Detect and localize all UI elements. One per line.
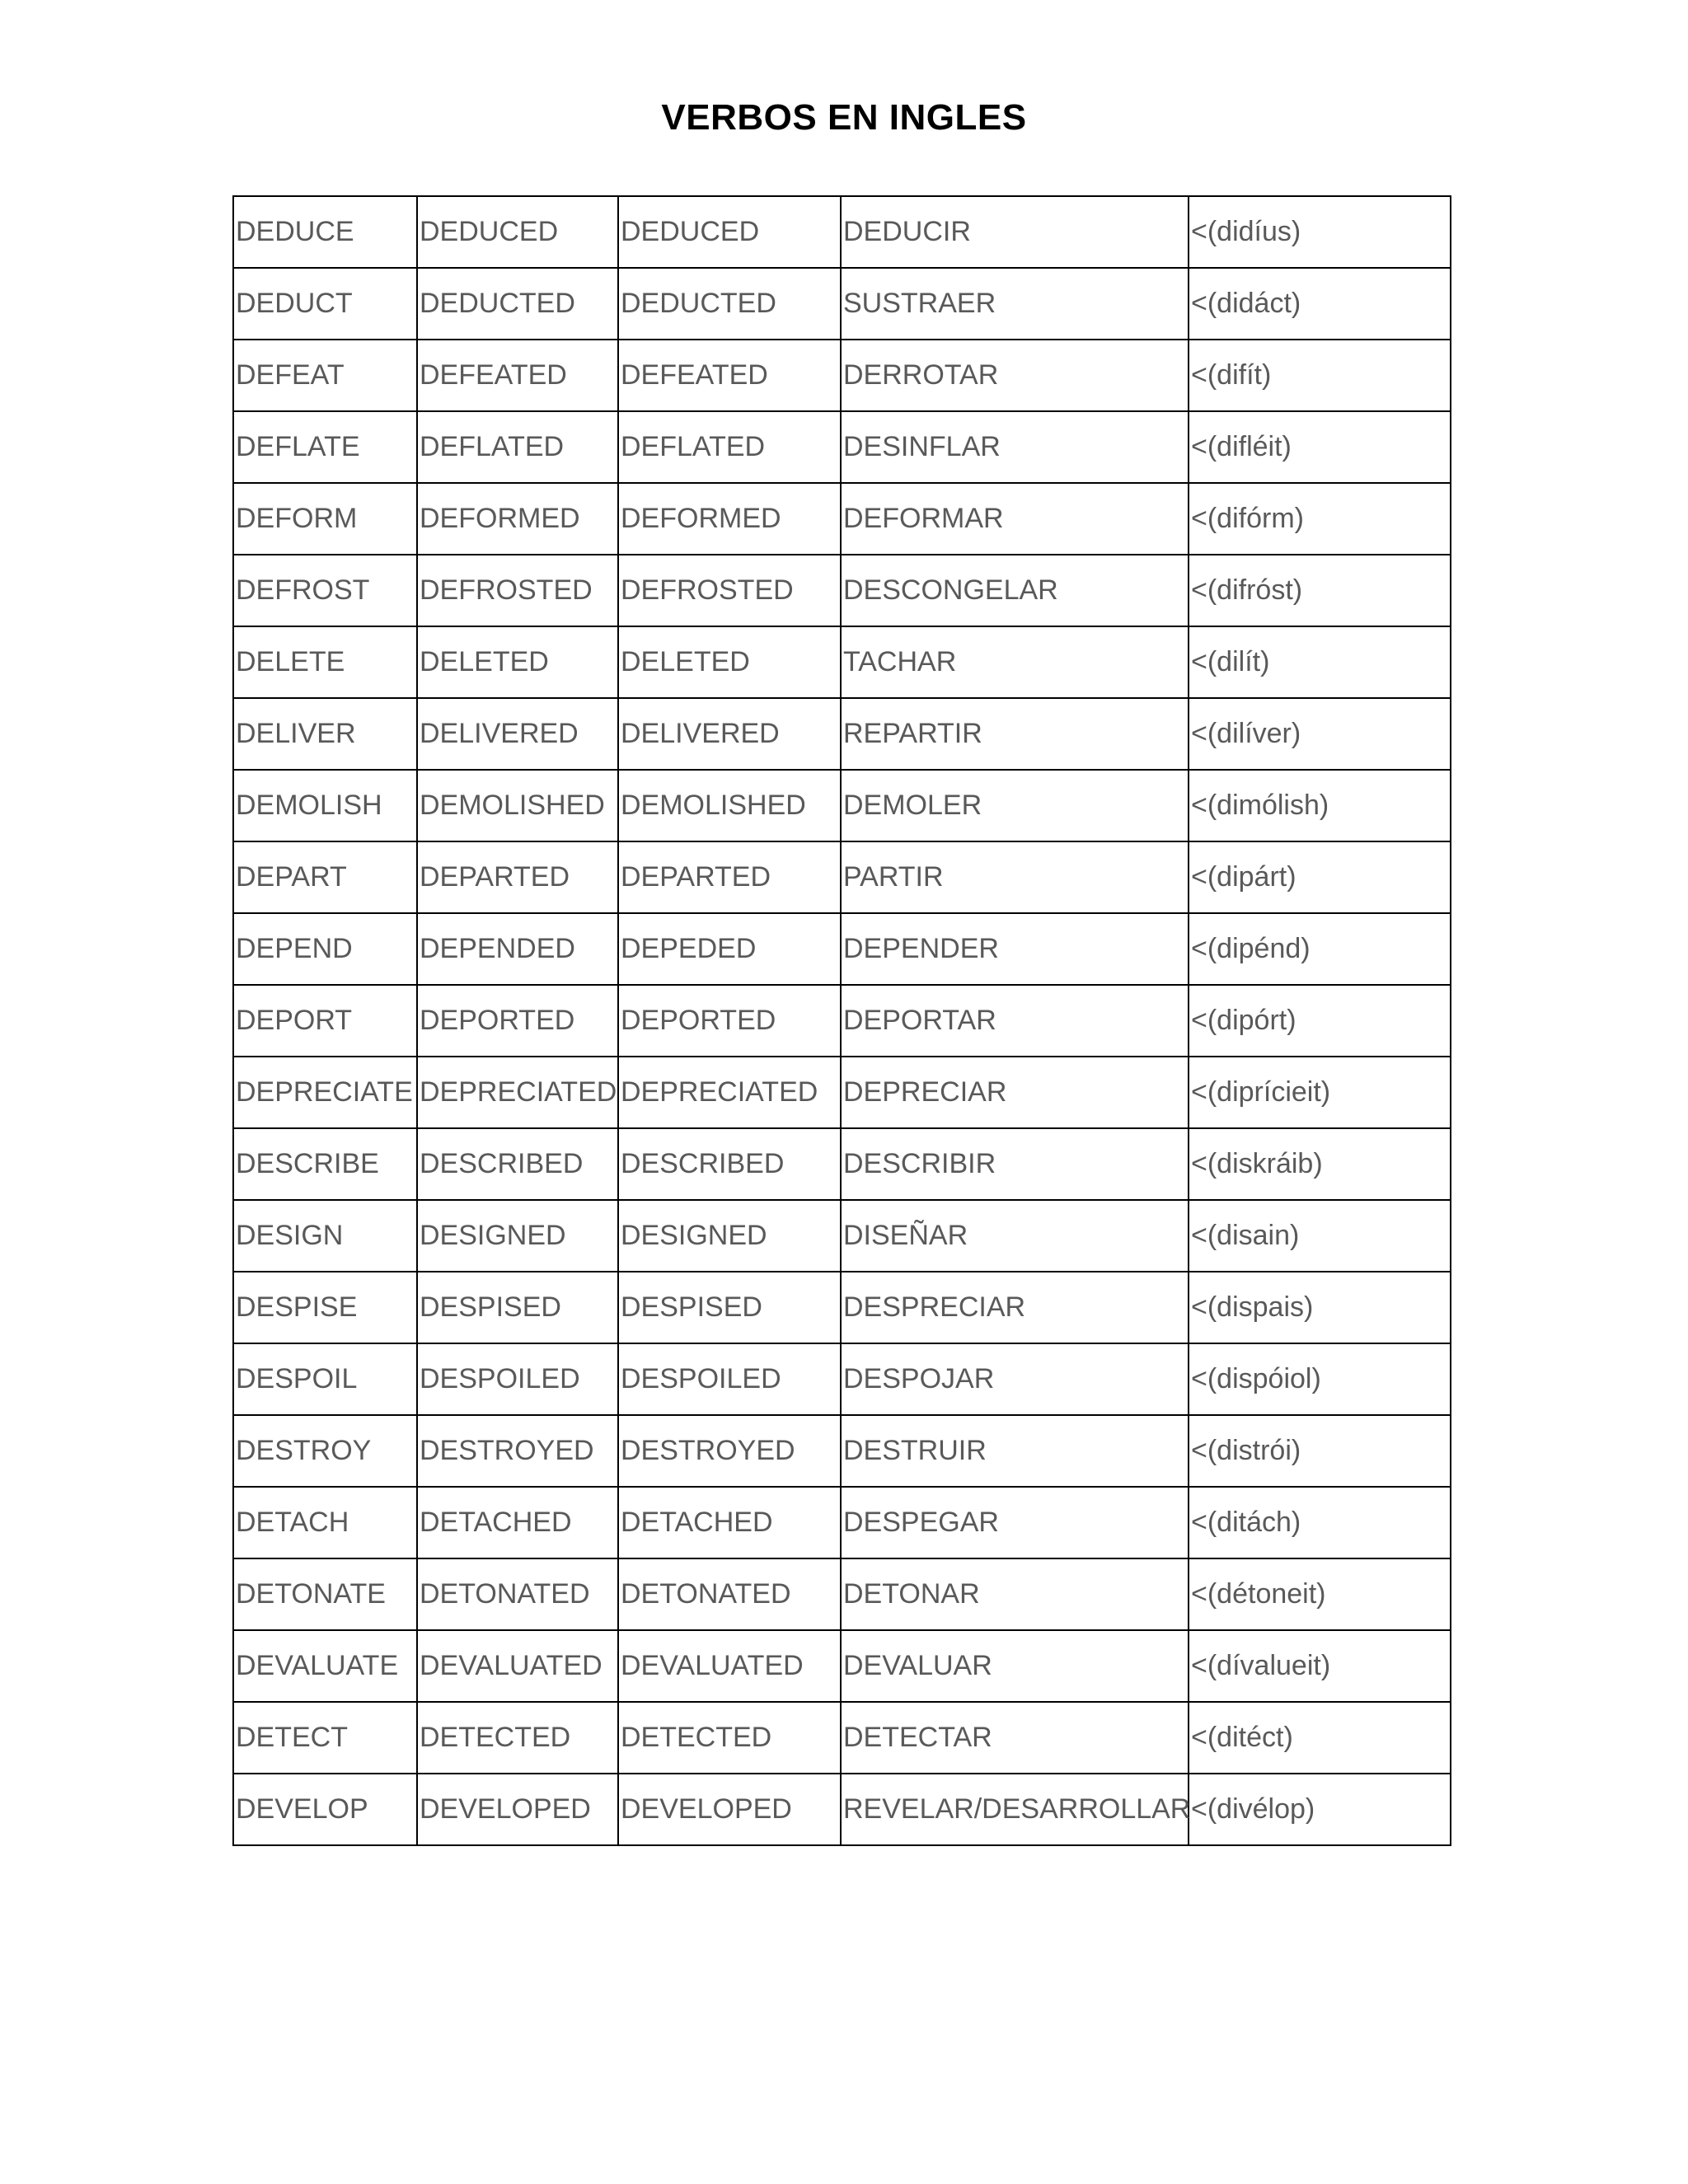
table-row — [233, 913, 1451, 985]
verb-spanish-cell: DETECTAR — [841, 1702, 1189, 1774]
verb-past-cell: DEFORMED — [417, 483, 618, 555]
verb-pronunciation-cell: <(ditách) — [1189, 1487, 1451, 1558]
verb-participle-cell: DESTROYED — [618, 1415, 841, 1487]
verb-spanish-cell: DEPRECIAR — [841, 1057, 1189, 1128]
verb-participle-cell: DEPRECIATED — [618, 1057, 841, 1128]
table-row — [233, 1774, 1451, 1845]
verb-participle-cell: DELIVERED — [618, 698, 841, 770]
verb-spanish-cell: DESCRIBIR — [841, 1128, 1189, 1200]
verb-past-cell: DEPRECIATED — [417, 1057, 618, 1128]
verb-pronunciation-cell: <(dipórt) — [1189, 985, 1451, 1057]
verb-spanish-cell: DESPRECIAR — [841, 1272, 1189, 1343]
verb-pronunciation-cell: <(disain) — [1189, 1200, 1451, 1272]
table-row — [233, 1057, 1451, 1128]
verb-pronunciation-cell: <(difléit) — [1189, 411, 1451, 483]
verb-base-cell: DETECT — [233, 1702, 417, 1774]
verb-participle-cell: DESPISED — [618, 1272, 841, 1343]
table-row — [233, 1487, 1451, 1558]
verb-participle-cell: DETACHED — [618, 1487, 841, 1558]
table-row — [233, 411, 1451, 483]
verb-pronunciation-cell: <(détoneit) — [1189, 1558, 1451, 1630]
verb-spanish-cell: DEFORMAR — [841, 483, 1189, 555]
verb-participle-cell: DEFEATED — [618, 340, 841, 411]
verb-base-cell: DEFLATE — [233, 411, 417, 483]
verb-pronunciation-cell: <(dispais) — [1189, 1272, 1451, 1343]
verb-base-cell: DETACH — [233, 1487, 417, 1558]
verb-pronunciation-cell: <(dipénd) — [1189, 913, 1451, 985]
verb-spanish-cell: SUSTRAER — [841, 268, 1189, 340]
verb-base-cell: DESPISE — [233, 1272, 417, 1343]
verb-spanish-cell: DEPORTAR — [841, 985, 1189, 1057]
verb-spanish-cell: DEDUCIR — [841, 196, 1189, 268]
table-row — [233, 1630, 1451, 1702]
verb-participle-cell: DEDUCTED — [618, 268, 841, 340]
verb-spanish-cell: PARTIR — [841, 841, 1189, 913]
verb-past-cell: DETACHED — [417, 1487, 618, 1558]
verb-pronunciation-cell: <(divélop) — [1189, 1774, 1451, 1845]
verb-base-cell: DEFROST — [233, 555, 417, 626]
table-row — [233, 483, 1451, 555]
verb-pronunciation-cell: <(dimólish) — [1189, 770, 1451, 841]
verb-participle-cell: DEFLATED — [618, 411, 841, 483]
table-row — [233, 1558, 1451, 1630]
verb-base-cell: DESTROY — [233, 1415, 417, 1487]
verb-base-cell: DELETE — [233, 626, 417, 698]
verb-spanish-cell: REVELAR/DESARROLLAR — [841, 1774, 1189, 1845]
verb-participle-cell: DELETED — [618, 626, 841, 698]
verb-participle-cell: DESIGNED — [618, 1200, 841, 1272]
verb-spanish-cell: DESCONGELAR — [841, 555, 1189, 626]
table-row — [233, 770, 1451, 841]
verb-past-cell: DEVELOPED — [417, 1774, 618, 1845]
verb-pronunciation-cell: <(didíus) — [1189, 196, 1451, 268]
verb-participle-cell: DEVALUATED — [618, 1630, 841, 1702]
table-row — [233, 555, 1451, 626]
verb-spanish-cell: DESTRUIR — [841, 1415, 1189, 1487]
verb-spanish-cell: REPARTIR — [841, 698, 1189, 770]
verb-past-cell: DETONATED — [417, 1558, 618, 1630]
verb-spanish-cell: DISEÑAR — [841, 1200, 1189, 1272]
verb-pronunciation-cell: <(dispóiol) — [1189, 1343, 1451, 1415]
verb-base-cell: DEFORM — [233, 483, 417, 555]
verb-past-cell: DEVALUATED — [417, 1630, 618, 1702]
verb-base-cell: DEPART — [233, 841, 417, 913]
verb-spanish-cell: DESPEGAR — [841, 1487, 1189, 1558]
verb-base-cell: DEVALUATE — [233, 1630, 417, 1702]
table-row — [233, 196, 1451, 268]
verb-spanish-cell: DEMOLER — [841, 770, 1189, 841]
verb-spanish-cell: DERROTAR — [841, 340, 1189, 411]
verb-past-cell: DEPENDED — [417, 913, 618, 985]
verb-spanish-cell: DEPENDER — [841, 913, 1189, 985]
verb-base-cell: DESIGN — [233, 1200, 417, 1272]
verb-spanish-cell: DESPOJAR — [841, 1343, 1189, 1415]
verb-base-cell: DEFEAT — [233, 340, 417, 411]
table-row — [233, 1702, 1451, 1774]
verb-past-cell: DESPOILED — [417, 1343, 618, 1415]
verb-pronunciation-cell: <(distrói) — [1189, 1415, 1451, 1487]
verb-pronunciation-cell: <(ditéct) — [1189, 1702, 1451, 1774]
verb-past-cell: DESCRIBED — [417, 1128, 618, 1200]
verb-past-cell: DEDUCTED — [417, 268, 618, 340]
verb-past-cell: DEFROSTED — [417, 555, 618, 626]
verb-base-cell: DESCRIBE — [233, 1128, 417, 1200]
verb-base-cell: DEPRECIATE — [233, 1057, 417, 1128]
verb-spanish-cell: DEVALUAR — [841, 1630, 1189, 1702]
verb-past-cell: DESPISED — [417, 1272, 618, 1343]
verb-spanish-cell: TACHAR — [841, 626, 1189, 698]
verb-past-cell: DESIGNED — [417, 1200, 618, 1272]
verb-past-cell: DEPORTED — [417, 985, 618, 1057]
verb-pronunciation-cell: <(dívalueit) — [1189, 1630, 1451, 1702]
table-row — [233, 841, 1451, 913]
page-title: VERBOS EN INGLES — [661, 97, 1027, 138]
verb-participle-cell: DEFORMED — [618, 483, 841, 555]
table-row — [233, 1128, 1451, 1200]
verb-participle-cell: DESPOILED — [618, 1343, 841, 1415]
table-row — [233, 1200, 1451, 1272]
table-row — [233, 626, 1451, 698]
verb-participle-cell: DEMOLISHED — [618, 770, 841, 841]
table-row — [233, 985, 1451, 1057]
verb-pronunciation-cell: <(dilíver) — [1189, 698, 1451, 770]
verb-past-cell: DEFEATED — [417, 340, 618, 411]
verb-participle-cell: DETECTED — [618, 1702, 841, 1774]
verb-participle-cell: DEFROSTED — [618, 555, 841, 626]
table-row — [233, 1343, 1451, 1415]
verb-participle-cell: DEDUCED — [618, 196, 841, 268]
verb-pronunciation-cell: <(dipárt) — [1189, 841, 1451, 913]
verb-base-cell: DEVELOP — [233, 1774, 417, 1845]
verb-base-cell: DELIVER — [233, 698, 417, 770]
verb-spanish-cell: DETONAR — [841, 1558, 1189, 1630]
table-row — [233, 698, 1451, 770]
verb-participle-cell: DEPORTED — [618, 985, 841, 1057]
verb-participle-cell: DEPARTED — [618, 841, 841, 913]
verb-base-cell: DESPOIL — [233, 1343, 417, 1415]
verb-past-cell: DEMOLISHED — [417, 770, 618, 841]
verb-pronunciation-cell: <(diprícieit) — [1189, 1057, 1451, 1128]
verb-past-cell: DELETED — [417, 626, 618, 698]
verb-participle-cell: DEPEDED — [618, 913, 841, 985]
verb-base-cell: DEPORT — [233, 985, 417, 1057]
verb-base-cell: DEDUCE — [233, 196, 417, 268]
verb-base-cell: DEDUCT — [233, 268, 417, 340]
verb-past-cell: DESTROYED — [417, 1415, 618, 1487]
verb-base-cell: DEMOLISH — [233, 770, 417, 841]
verb-table — [232, 195, 1451, 1846]
verb-pronunciation-cell: <(didáct) — [1189, 268, 1451, 340]
verb-pronunciation-cell: <(difróst) — [1189, 555, 1451, 626]
verb-pronunciation-cell: <(dilít) — [1189, 626, 1451, 698]
verb-pronunciation-cell: <(difórm) — [1189, 483, 1451, 555]
table-row — [233, 340, 1451, 411]
verb-past-cell: DEFLATED — [417, 411, 618, 483]
verb-participle-cell: DETONATED — [618, 1558, 841, 1630]
verb-table-body — [233, 196, 1451, 1845]
verb-pronunciation-cell: <(difít) — [1189, 340, 1451, 411]
verb-base-cell: DEPEND — [233, 913, 417, 985]
verb-past-cell: DELIVERED — [417, 698, 618, 770]
table-row — [233, 1272, 1451, 1343]
verb-past-cell: DETECTED — [417, 1702, 618, 1774]
table-row — [233, 1415, 1451, 1487]
verb-base-cell: DETONATE — [233, 1558, 417, 1630]
verb-spanish-cell: DESINFLAR — [841, 411, 1189, 483]
verb-pronunciation-cell: <(diskráib) — [1189, 1128, 1451, 1200]
table-row — [233, 268, 1451, 340]
verb-past-cell: DEPARTED — [417, 841, 618, 913]
verb-past-cell: DEDUCED — [417, 196, 618, 268]
verb-participle-cell: DEVELOPED — [618, 1774, 841, 1845]
verb-participle-cell: DESCRIBED — [618, 1128, 841, 1200]
